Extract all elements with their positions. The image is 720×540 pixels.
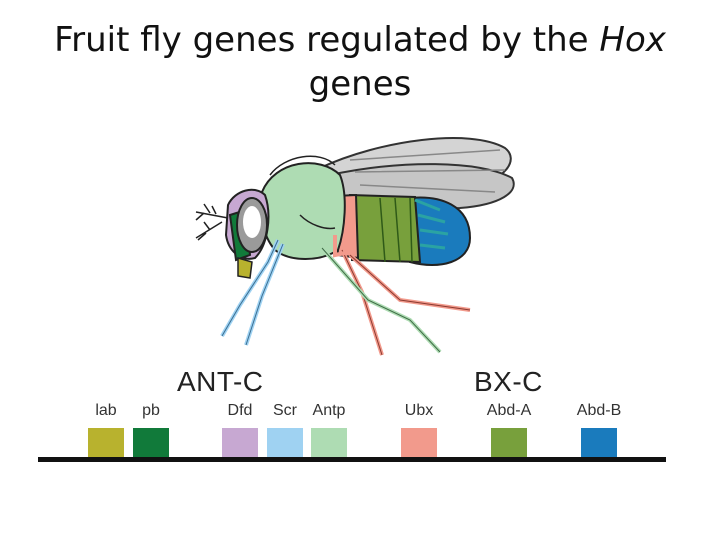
cluster-label-bx-c: BX-C: [474, 366, 543, 397]
gene-label-pb: pb: [142, 402, 160, 419]
gene-label-dfd: Dfd: [227, 402, 253, 419]
gene-label-abd-b: Abd-B: [576, 402, 622, 419]
fly-abdomen: [335, 195, 470, 265]
title-line-2: genes: [308, 64, 412, 104]
gene-label-ubx: Ubx: [404, 402, 434, 419]
gene-label-lab: lab: [95, 402, 117, 419]
gene-box-dfd: [222, 428, 258, 458]
fly-arista: [196, 204, 228, 240]
gene-box-abd-a: [491, 428, 527, 458]
gene-box-antp: [311, 428, 347, 458]
gene-label-scr: Scr: [273, 402, 297, 419]
gene-box-abd-b: [581, 428, 617, 458]
gene-box-scr: [267, 428, 303, 458]
title-italic-hox: Hox: [599, 20, 666, 60]
title-text: Fruit fly genes regulated by the: [54, 20, 600, 60]
fly-head: [226, 190, 268, 278]
gene-label-abd-a: Abd-A: [486, 402, 532, 419]
chromosome-line: [38, 457, 666, 462]
gene-box-pb: [133, 428, 169, 458]
gene-box-lab: [88, 428, 124, 458]
fly-thorax: [261, 156, 345, 259]
gene-box-ubx: [401, 428, 437, 458]
gene-label-antp: Antp: [312, 402, 346, 419]
cluster-label-ant-c: ANT-C: [177, 366, 264, 397]
